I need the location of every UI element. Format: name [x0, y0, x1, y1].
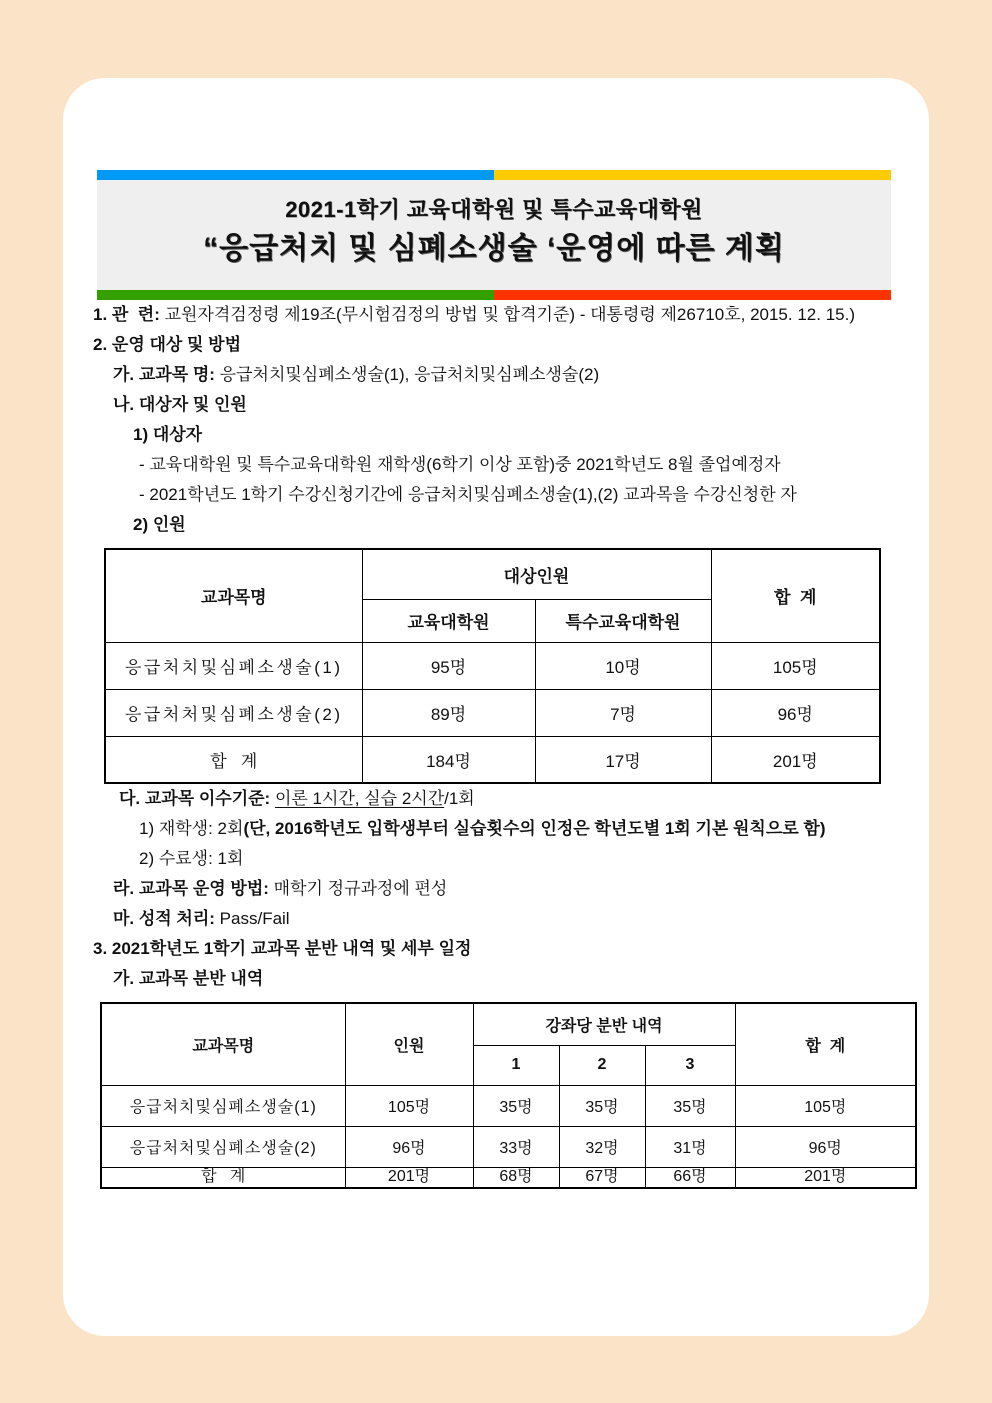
section2a-line [93, 360, 893, 390]
cell-total: 105명 [735, 1085, 916, 1126]
table1-header-row-1 [105, 549, 880, 599]
class-division-table [100, 1002, 917, 1189]
cell-count: 201명 [345, 1167, 473, 1188]
table1-col-subject: 교과목명 [105, 549, 362, 642]
cell-total: 201명 [711, 736, 880, 783]
top-bar-blue-segment [97, 170, 494, 180]
section2b1-item2: - 2021학년도 1학기 수강신청기간에 응급처치및심폐소생술(1),(2) 교과목을 수강신청한 자 [139, 485, 797, 504]
section2a-text: 응급처치및심폐소생술(1), 응급처치및심폐소생술(2) [214, 365, 600, 384]
cell-count: 96명 [345, 1126, 473, 1167]
section2a-label: 가. 교과목 명: [113, 365, 215, 384]
cell-class3: 35명 [645, 1085, 735, 1126]
bottom-bar-red-segment [494, 290, 891, 300]
section2e-line [93, 904, 893, 934]
table2-col-2: 2 [559, 1045, 645, 1085]
table2-header-row-1 [101, 1003, 916, 1045]
document-header [97, 170, 891, 300]
cell-class1: 68명 [473, 1167, 559, 1188]
cell-class3: 31명 [645, 1126, 735, 1167]
table-row [101, 1085, 916, 1126]
section2-heading: 2. 운영 대상 및 방법 [93, 335, 242, 354]
section2c-tail: /1회 [444, 789, 475, 808]
section2c-line [93, 784, 893, 814]
table-row [105, 689, 880, 736]
table1-col-grad: 교육대학원 [362, 599, 535, 642]
section2b-heading: 나. 대상자 및 인원 [113, 395, 247, 414]
cell-class1: 33명 [473, 1126, 559, 1167]
cell-subject: 응급처처및심폐소생술(2) [105, 689, 362, 736]
cell-class1: 35명 [473, 1085, 559, 1126]
table2-col-subject: 교과목명 [101, 1003, 345, 1085]
section1-line [93, 300, 893, 330]
table2-col-group: 강좌당 분반 내역 [473, 1003, 735, 1045]
section2b1-heading: 1) 대상자 [133, 425, 203, 444]
cell-grad: 184명 [362, 736, 535, 783]
section2d-label: 라. 교과목 운영 방법: [113, 879, 269, 898]
document-card [63, 78, 929, 1336]
section1-text: 교원자격검정령 제19조(무시험검정의 방법 및 합격기준) - 대통령령 제26710호, 2015. 12. 15.) [159, 305, 855, 324]
header-bottom-bar [97, 290, 891, 300]
table1-col-target-group: 대상인원 [362, 549, 711, 599]
cell-total: 96명 [711, 689, 880, 736]
table1-col-total: 합 계 [711, 549, 880, 642]
cell-special: 17명 [535, 736, 711, 783]
target-headcount-table [104, 548, 881, 784]
document-subtitle: 2021-1학기 교육대학원 및 특수교육대학원 [285, 197, 703, 222]
cell-class2: 35명 [559, 1085, 645, 1126]
header-top-bar [97, 170, 891, 180]
cell-subject: 응급처치및심폐소생술(1) [105, 642, 362, 689]
header-title-box [97, 180, 891, 290]
document-body [63, 300, 929, 1189]
section2c-underlined-text: 이론 1시간, 실습 2시간 [274, 789, 445, 808]
cell-subject: 응급처처및심폐소생술(2) [101, 1126, 345, 1167]
section2c2-line: 2) 수료생: 1회 [139, 849, 244, 868]
cell-grad: 89명 [362, 689, 535, 736]
cell-class2: 67명 [559, 1167, 645, 1188]
cell-special: 10명 [535, 642, 711, 689]
cell-subject: 합 계 [105, 736, 362, 783]
cell-class3: 66명 [645, 1167, 735, 1188]
table-row-total [105, 736, 880, 783]
table-row-total [101, 1167, 916, 1188]
section2e-text: Pass/Fail [214, 909, 290, 928]
table1-col-special: 특수교육대학원 [535, 599, 711, 642]
table-row [105, 642, 880, 689]
table2-col-1: 1 [473, 1045, 559, 1085]
cell-special: 7명 [535, 689, 711, 736]
section3-heading: 3. 2021학년도 1학기 교과목 분반 내역 및 세부 일정 [93, 939, 472, 958]
cell-class2: 32명 [559, 1126, 645, 1167]
section2c-label: 다. 교과목 이수기준: [119, 789, 275, 808]
section1-label: 1. 관 련: [93, 305, 160, 324]
bottom-bar-green-segment [97, 290, 494, 300]
section2d-text: 매학기 정규과정에 편성 [268, 879, 448, 898]
cell-subject: 합 계 [101, 1167, 345, 1188]
section2b2-heading: 2) 인원 [133, 515, 186, 534]
section2b1-item1: - 교육대학원 및 특수교육대학원 재학생(6학기 이상 포함)중 2021학년도 8월 졸업예정자 [139, 455, 781, 474]
section2d-line [93, 874, 893, 904]
table-row [101, 1126, 916, 1167]
section3a-heading: 가. 교과목 분반 내역 [113, 969, 264, 988]
top-bar-yellow-segment [494, 170, 891, 180]
table2-col-count: 인원 [345, 1003, 473, 1085]
table2-col-total: 합 계 [735, 1003, 916, 1085]
cell-count: 105명 [345, 1085, 473, 1126]
section2c1-bold-note: (단, 2016학년도 입학생부터 실습횟수의 인정은 학년도별 1회 기본 원칙으로 함) [243, 819, 826, 838]
table2-col-3: 3 [645, 1045, 735, 1085]
section2e-label: 마. 성적 처리: [113, 909, 215, 928]
cell-total: 96명 [735, 1126, 916, 1167]
cell-grad: 95명 [362, 642, 535, 689]
section2c1-line [93, 814, 893, 844]
cell-total: 105명 [711, 642, 880, 689]
cell-total: 201명 [735, 1167, 916, 1188]
document-title: “응급처치 및 심폐소생술 ‘운영에 따른 계획 [203, 232, 785, 265]
cell-subject: 응급처치및심폐소생술(1) [101, 1085, 345, 1126]
section2c1-prefix: 1) 재학생: 2회 [139, 819, 244, 838]
